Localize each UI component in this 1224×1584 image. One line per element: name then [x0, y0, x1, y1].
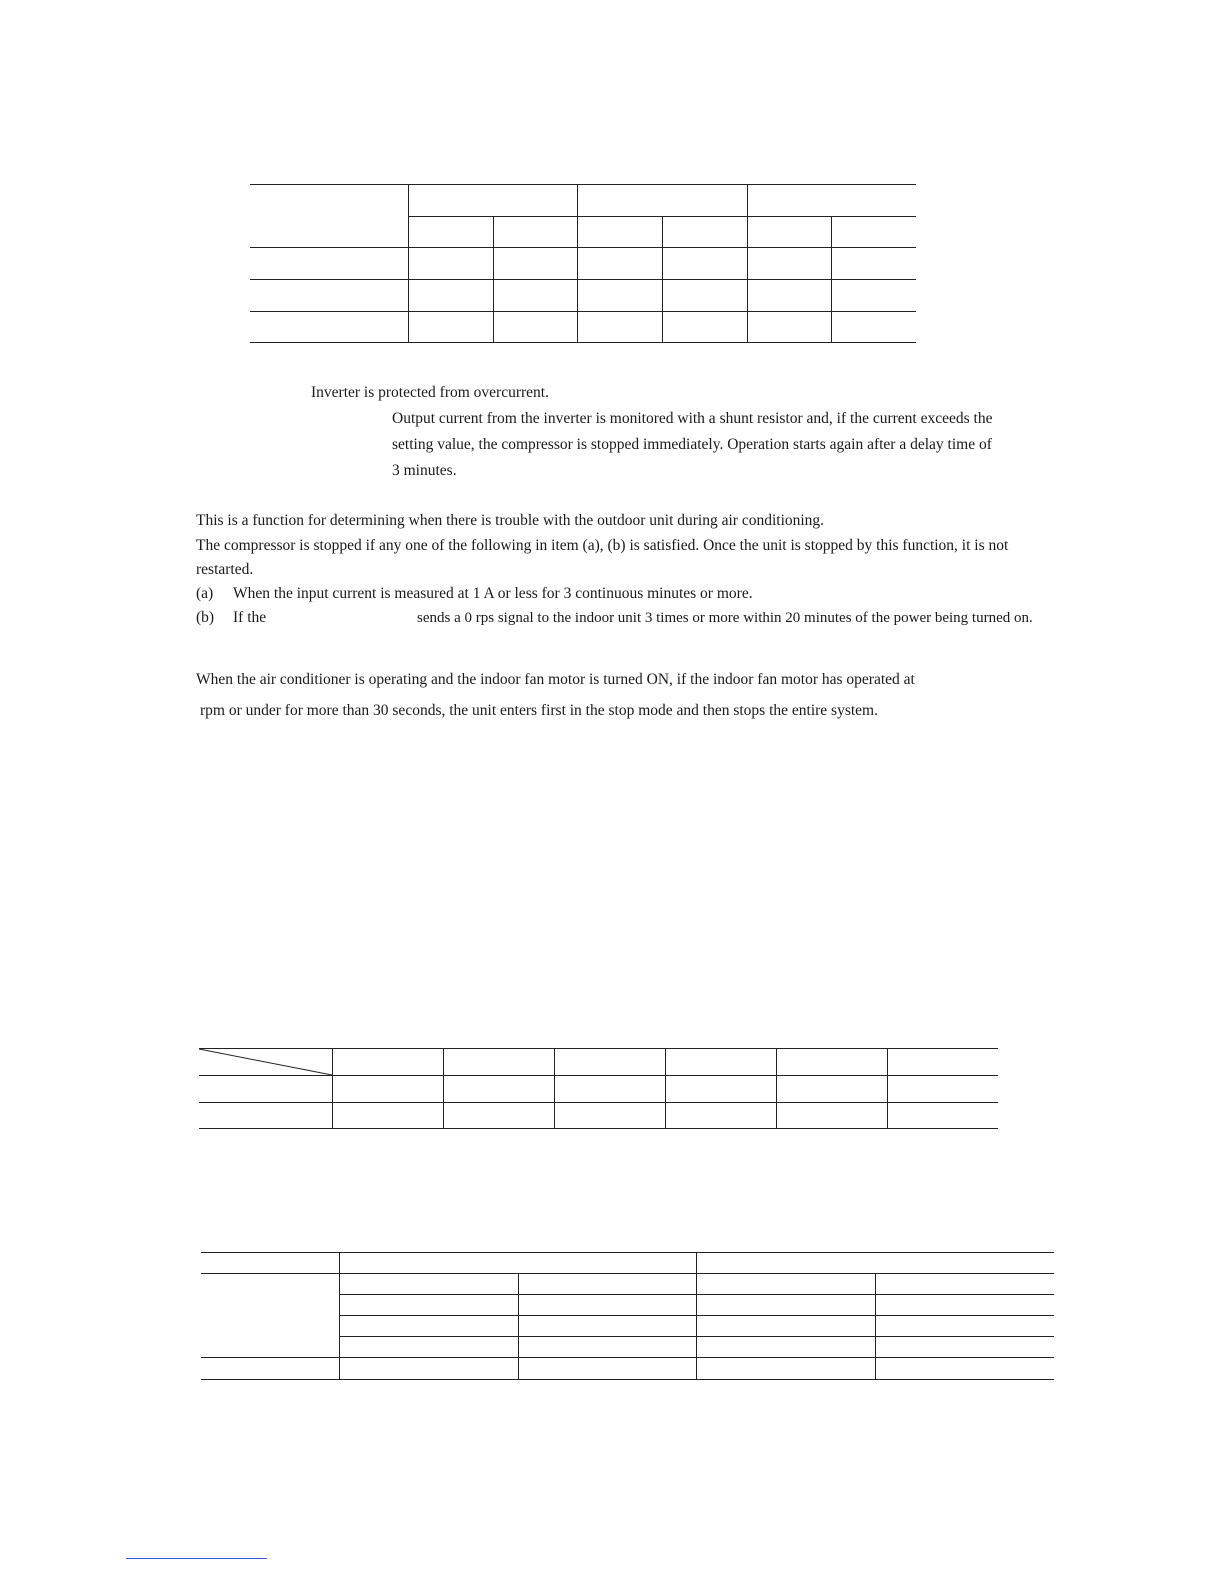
table-1-divider	[747, 184, 748, 342]
overcurrent-intro: Inverter is protected from overcurrent.	[311, 384, 549, 401]
outdoor-trouble-line: The compressor is stopped if any one of the following in item (a), (b) is satisfied. Once the unit is stopped by this function, it is not	[196, 537, 1009, 554]
outdoor-trouble-line: restarted.	[196, 561, 254, 578]
overcurrent-detail-line: Output current from the inverter is monitored with a shunt resistor and, if the current exceeds the	[392, 410, 993, 427]
table-2-rule	[199, 1102, 998, 1103]
table-1-rule	[250, 184, 916, 185]
outdoor-trouble-line: This is a function for determining when there is trouble with the outdoor unit during air conditioning.	[196, 512, 825, 529]
table-3-rule	[201, 1379, 1054, 1380]
table-2-divider	[443, 1048, 444, 1128]
table-1-divider	[831, 216, 832, 342]
fan-motor-line: rpm or under for more than 30 seconds, the unit enters first in the stop mode and then stops the entire system.	[200, 702, 878, 719]
table-1-divider	[577, 184, 578, 342]
overcurrent-detail-line: 3 minutes.	[392, 462, 457, 479]
fan-motor-line: When the air conditioner is operating and the indoor fan motor is turned ON, if the indoor fan motor has operated at	[196, 671, 915, 688]
table-3-rule	[201, 1273, 1054, 1274]
table-1-rule	[250, 342, 916, 343]
table-1-rule	[250, 279, 916, 280]
table-3-rule	[201, 1252, 1054, 1253]
table-1-divider	[408, 184, 409, 342]
table-1-divider	[662, 216, 663, 342]
item-b-text-post: sends a 0 rps signal to the indoor unit 3 times or more within 20 minutes of the power being turned on.	[417, 610, 1033, 626]
table-1-rule	[250, 247, 916, 248]
table-3-divider	[339, 1252, 340, 1380]
item-b-label: (b)	[196, 609, 215, 626]
table-2-diagonal-header	[199, 1048, 333, 1076]
item-a-text: When the input current is measured at 1 A or less for 3 continuous minutes or more.	[233, 585, 753, 602]
item-a-label: (a)	[196, 585, 214, 602]
item-b-text-pre: If the	[233, 609, 267, 626]
overcurrent-detail-line: setting value, the compressor is stopped immediately. Operation starts again after a delay time of	[392, 436, 992, 453]
table-3-divider	[518, 1273, 519, 1380]
footer-link[interactable]	[126, 1544, 267, 1559]
table-3-divider	[875, 1273, 876, 1380]
table-2-divider	[665, 1048, 666, 1128]
table-2-divider	[554, 1048, 555, 1128]
table-2-divider	[887, 1048, 888, 1128]
table-2-divider	[776, 1048, 777, 1128]
table-3-divider	[696, 1252, 697, 1380]
table-1-rule	[250, 311, 916, 312]
table-2-rule	[199, 1128, 998, 1129]
table-3-rule	[201, 1357, 1054, 1358]
table-1-divider	[493, 216, 494, 342]
